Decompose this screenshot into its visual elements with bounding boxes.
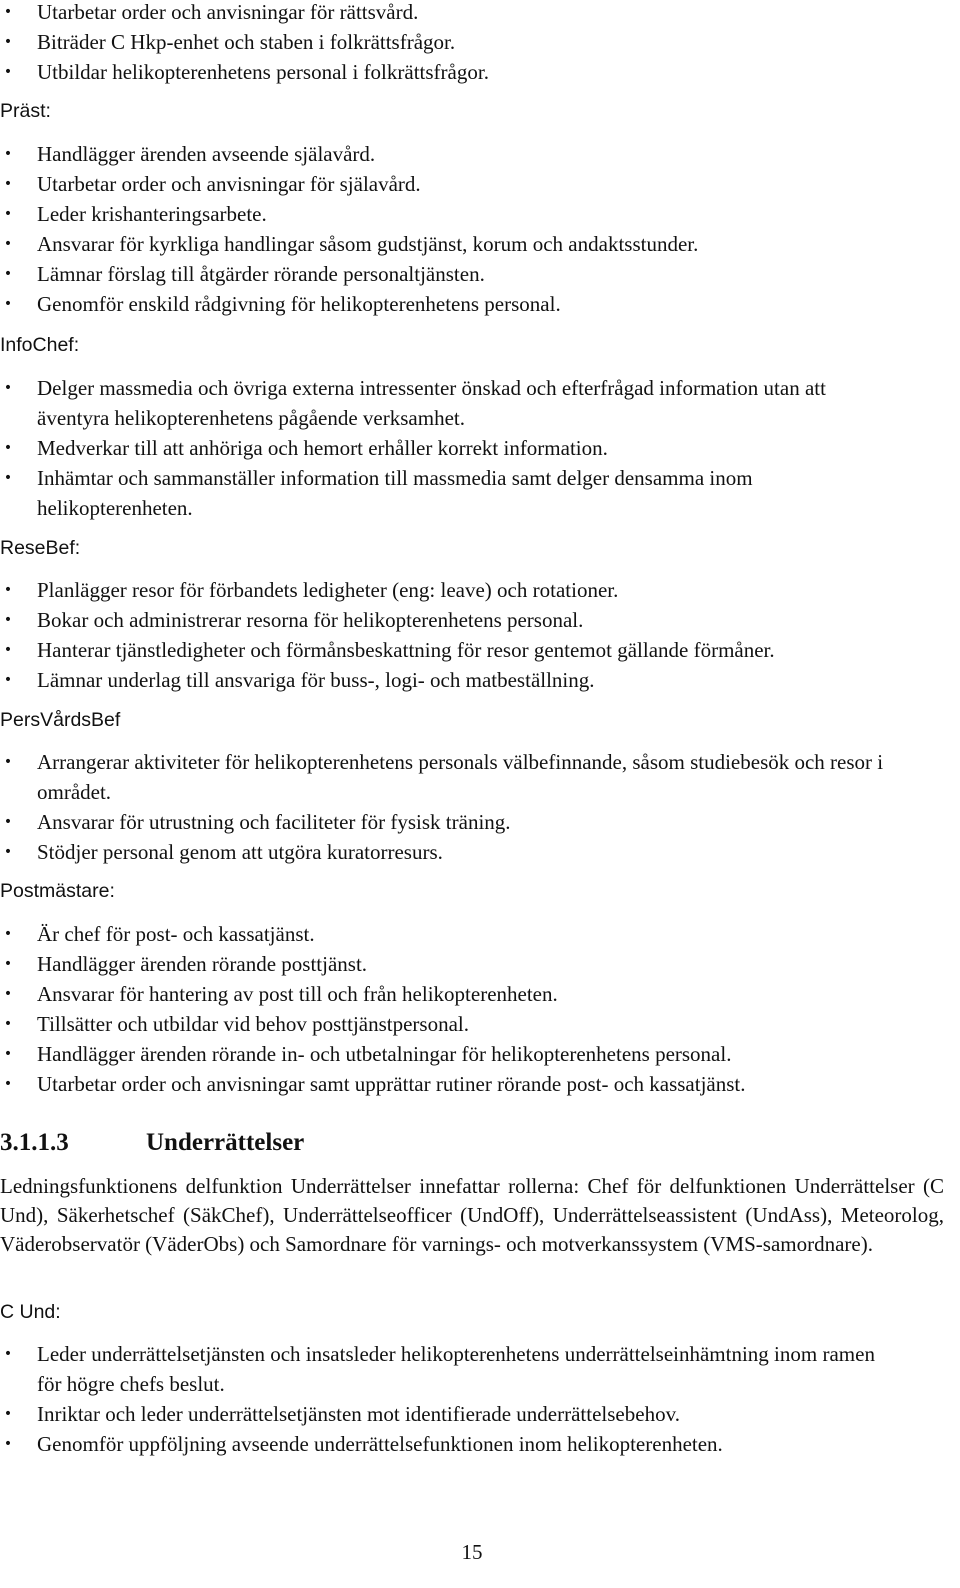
bullet-icon: • [3, 64, 13, 80]
list-item-text: Leder underrättelsetjänsten och insatsleder helikopterenhetens underrättelseinhämtning inom ramen för högre chefs beslut. [37, 1342, 875, 1396]
bullet-icon: • [3, 612, 13, 628]
list-item-text: Arrangerar aktiviteter för helikopterenhetens personals välbefinnande, såsom studiebesök och resor i området. [37, 750, 884, 804]
list-item-text: Stödjer personal genom att utgöra kuratorresurs. [37, 840, 443, 864]
bullet-icon: • [3, 34, 13, 50]
list-item [0, 259, 944, 289]
section-paragraph: Ledningsfunktionens delfunktion Underrättelser innefattar rollerna: Chef för delfunktionen Underrättelser (C Und), Säkerhetschef (SäkChef), Underrättelseofficer (UndOff), Underrättelseassistent (UndAss), Meteorolog, Väderobservatör (VäderObs) och Samordnare för varnings- och motverkanssystem (VMS-samordnare). [0, 1174, 944, 1256]
list-item-text: Är chef för post- och kassatjänst. [37, 922, 315, 946]
bullet-icon: • [3, 296, 13, 312]
bullet-icon: • [3, 1406, 13, 1422]
list-item-text: Tillsätter och utbildar vid behov posttjänstpersonal. [37, 1012, 470, 1036]
list-item [0, 605, 944, 635]
list-item-text: Inriktar och leder underrättelsetjänsten mot identifierade underrättelsebehov. [37, 1402, 680, 1426]
heading-resebef: ReseBef: [0, 537, 81, 559]
list-item [0, 139, 944, 169]
list-item-text: Ansvarar för utrustning och faciliteter för fysisk träning. [37, 810, 511, 834]
list-persvardsbef [0, 747, 944, 867]
list-item [0, 199, 944, 229]
list-item [0, 807, 944, 837]
bullet-icon: • [3, 4, 13, 20]
bullet-icon: • [3, 236, 13, 252]
list-item [0, 979, 944, 1009]
list-item-text: Hanterar tjänstledigheter och förmånsbeskattning för resor gentemot gällande förmåner. [37, 638, 775, 662]
heading-infochef: InfoChef: [0, 334, 80, 356]
list-item-text: Biträder C Hkp-enhet och staben i folkrättsfrågor. [37, 30, 456, 54]
list-top [0, 0, 944, 87]
list-item-text: Handlägger ärenden rörande in- och utbetalningar för helikopterenhetens personal. [37, 1042, 732, 1066]
list-item [0, 1339, 900, 1399]
list-item-text: Inhämtar och sammanställer information till massmedia samt delger densamma inom helikopterenheten. [37, 466, 753, 520]
list-item-text: Medverkar till att anhöriga och hemort erhåller korrekt information. [37, 436, 608, 460]
list-item-text: Utarbetar order och anvisningar samt upprättar rutiner rörande post- och kassatjänst. [37, 1072, 746, 1096]
list-item [0, 1039, 944, 1069]
list-item-text: Lämnar underlag till ansvariga för buss-, logi- och matbeställning. [37, 668, 595, 692]
list-item-text: Handlägger ärenden avseende själavård. [37, 142, 376, 166]
list-item [0, 747, 944, 807]
list-item-text: Lämnar förslag till åtgärder rörande personaltjänsten. [37, 262, 485, 286]
list-item-text: Ansvarar för hantering av post till och från helikopterenheten. [37, 982, 558, 1006]
list-item [0, 1009, 944, 1039]
bullet-icon: • [3, 1436, 13, 1452]
bullet-icon: • [3, 206, 13, 222]
list-item-text: Ansvarar för kyrkliga handlingar såsom gudstjänst, korum och andaktsstunder. [37, 232, 699, 256]
list-item-text: Bokar och administrerar resorna för helikopterenhetens personal. [37, 608, 584, 632]
bullet-icon: • [3, 146, 13, 162]
list-item [0, 919, 944, 949]
list-item [0, 1429, 900, 1459]
bullet-icon: • [3, 672, 13, 688]
bullet-icon: • [3, 1076, 13, 1092]
list-item-text: Handlägger ärenden rörande posttjänst. [37, 952, 368, 976]
list-item [0, 0, 944, 27]
list-item [0, 1069, 944, 1099]
bullet-icon: • [3, 1046, 13, 1062]
bullet-icon: • [3, 470, 13, 486]
list-item [0, 229, 944, 259]
bullet-icon: • [3, 844, 13, 860]
list-item [0, 463, 900, 523]
list-resebef [0, 575, 944, 695]
list-item-text: Genomför uppföljning avseende underrättelsefunktionen inom helikopterenheten. [37, 1432, 723, 1456]
bullet-icon: • [3, 956, 13, 972]
list-item [0, 1399, 900, 1429]
list-item-text: Utbildar helikopterenhetens personal i folkrättsfrågor. [37, 60, 489, 84]
heading-cund: C Und: [0, 1301, 61, 1323]
list-item-text: Utarbetar order och anvisningar för själavård. [37, 172, 421, 196]
bullet-icon: • [3, 754, 13, 770]
bullet-icon: • [3, 176, 13, 192]
section-number: 3.1.1.3 [0, 1129, 69, 1156]
bullet-icon: • [3, 582, 13, 598]
list-item [0, 433, 900, 463]
list-item [0, 373, 900, 433]
list-item-text: Delger massmedia och övriga externa intressenter önskad och efterfrågad information utan att äventyra helikopterenhetens pågående verksamhet. [37, 376, 826, 430]
list-item [0, 665, 944, 695]
list-item [0, 27, 944, 57]
list-item-text: Genomför enskild rådgivning för helikopterenhetens personal. [37, 292, 561, 316]
bullet-icon: • [3, 1346, 13, 1362]
bullet-icon: • [3, 266, 13, 282]
list-item-text: Utarbetar order och anvisningar för rättsvård. [37, 0, 419, 24]
list-item [0, 949, 944, 979]
bullet-icon: • [3, 926, 13, 942]
bullet-icon: • [3, 814, 13, 830]
list-item [0, 837, 944, 867]
list-item [0, 169, 944, 199]
list-item [0, 57, 944, 87]
list-postmastare [0, 919, 944, 1099]
heading-prast: Präst: [0, 100, 51, 122]
section-heading [0, 1125, 304, 1161]
bullet-icon: • [3, 1016, 13, 1032]
list-item-text: Planlägger resor för förbandets ledigheter (eng: leave) och rotationer. [37, 578, 619, 602]
list-item-text: Leder krishanteringsarbete. [37, 202, 267, 226]
bullet-icon: • [3, 380, 13, 396]
bullet-icon: • [3, 440, 13, 456]
list-item [0, 575, 944, 605]
heading-persvardsbef: PersVårdsBef [0, 709, 121, 731]
list-prast [0, 139, 944, 319]
list-item [0, 635, 944, 665]
bullet-icon: • [3, 986, 13, 1002]
page-number: 15 [461, 1540, 483, 1564]
heading-postmastare: Postmästare: [0, 880, 115, 902]
list-infochef [0, 373, 900, 523]
bullet-icon: • [3, 642, 13, 658]
section-title: Underrättelser [146, 1129, 305, 1156]
list-cund [0, 1339, 900, 1459]
list-item [0, 289, 944, 319]
